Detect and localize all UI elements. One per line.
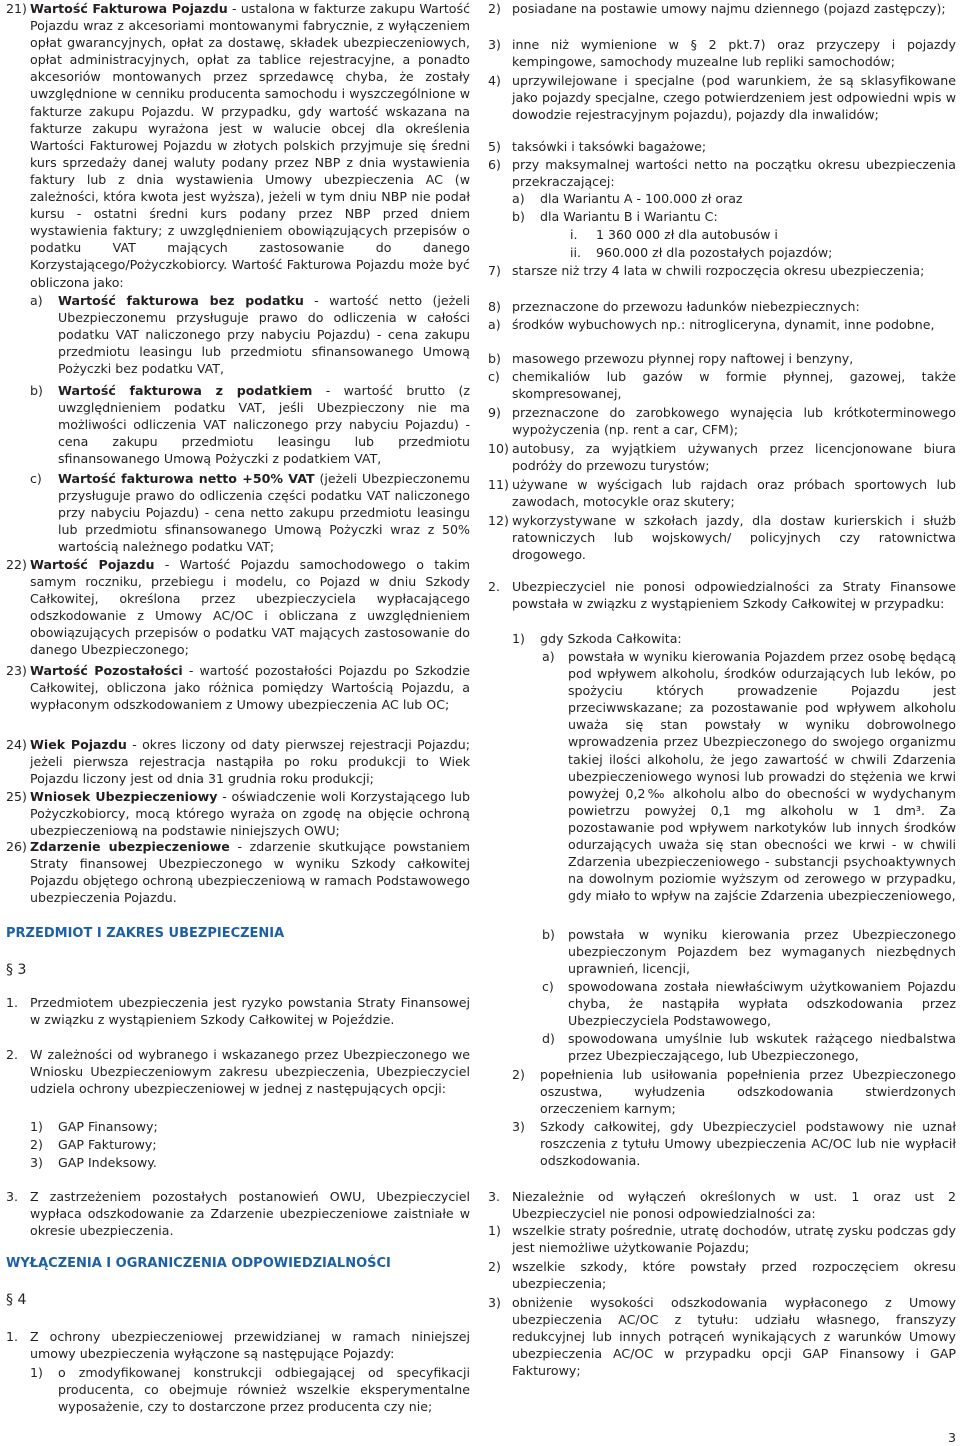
clause-4-1-1: 1) o zmodyfikowanej konstrukcji odbiegającej od specyfikacji producenta, co obejmuje również wszelkie eksperymentalne wyposażenie, czy to dostarczone przez producenta czy nie; <box>30 1365 470 1415</box>
excluded-vehicle-6b-i: i. 1 360 000 zł dla autobusów i <box>570 227 778 242</box>
definition-22: 22) Wartość Pojazdu - Wartość Pojazdu samochodowego o takim samym roczniku, przebiegu i modelu, co Pojazd w dniu Szkody Całkowitej, określona przez ubezpieczyciela wypłacającego odszkodowanie z Umowy AC/OC i obliczana z uwzględnieniem obowiązujących przepisów o podatku VAT mających zastosowanie do danego Ubezpieczonego; <box>6 557 470 658</box>
excluded-vehicle-8: 8) przeznaczone do przewozu ładunków niebezpiecznych: <box>488 299 860 314</box>
clause-4-2-1: 1) gdy Szkoda Całkowita: <box>512 631 682 646</box>
definition-25: 25) Wniosek Ubezpieczeniowy - oświadczenie woli Korzystającego lub Pożyczkobiorcy, mocą którego wyraża on zgodę na objęcie ochroną ubezpieczeniową na podstawie niniejszych OWU; <box>6 789 470 839</box>
definition-23: 23) Wartość Pozostałości - wartość pozostałości Pojazdu po Szkodzie Całkowitej, obliczona jako różnica pomiędzy Wartością Pojazdu, a wypłaconym odszkodowaniem z Umowy ubezpieczenia AC lub OC; <box>6 663 471 713</box>
definition-24: 24) Wiek Pojazdu - okres liczony od daty pierwszej rejestracji Pojazdu; jeżeli pierwsza rejestracja nastąpiła po roku produkcji to Wiek Pojazdu liczony jest od dnia 31 grudnia roku produkcji; <box>6 737 470 787</box>
excluded-vehicle-8b: b) masowego przewozu płynnej ropy naftowej i benzyny, <box>488 351 854 366</box>
definition-21c: c) Wartość fakturowa netto +50% VAT (jeżeli Ubezpieczonemu przysługuje prawo do odliczenia części podatku VAT naliczonego przy nabyciu Pojazdu) - cena netto zakupu przedmiotu leasingu lub przedmiotu sfinansowanego Umową Pożyczki wraz z 50% wartością należnego podatku VAT; <box>30 471 470 555</box>
excluded-vehicle-11: 11) używane w wyścigach lub rajdach oraz próbach sportowych lub zawodach, motocykle oraz skutery; <box>488 477 956 510</box>
excluded-vehicle-5: 5) taksówki i taksówki bagażowe; <box>488 139 707 154</box>
clause-4-3-2: 2) wszelkie szkody, które powstały przed rozpoczęciem okresu ubezpieczenia; <box>488 1259 956 1292</box>
definition-21: 21) Wartość Fakturowa Pojazdu - ustalona w fakturze zakupu Wartość Pojazdu wraz z akcesoriami montowanymi fabrycznie, z wyłączeniem opłat gwarancyjnych, opłat za dostawę, składek ubezpieczeniowych, opłat administracyjnych, opłat za tablice rejestracyjne, a ponadto akcesoriów montowanych przez sprzedawcę chyba, że zostały uwzględnione w cenniku producenta samochodu i wyszczególnione w fakturze zakupu Pojazdu. W przypadku, gdy wartość wskazana na fakturze zakupu wyrażona jest w walucie obcej dla określenia Wartości Fakturowej Pojazdu w złotych polskich przyjmuje się średni kurs sprzedaży danej waluty podany przez NBP z dnia wystawienia faktury lub z dnia wystawienia Umowy ubezpieczenia AC (w zależności, która kwota jest wyższa), jeżeli w tym dniu NBP nie podał kursu - ostatni średni kurs podany przez NBP przed dniem wystawienia faktury; z uwzględnieniem obowiązujących przepisów o podatku VAT mających zastosowanie do danego Korzystającego/Pożyczkobiorcy. Wartość Fakturowa Pojazdu może być obliczona jako: <box>6 1 470 290</box>
clause-4-2-1a: a) powstała w wyniku kierowania Pojazdem przez osobę będącą pod wpływem alkoholu, środków odurzających lub leków, po spożyciu których prowadzenie Pojazdu jest przeciwwskazane; za pozostawanie pod wpływem alkoholu uważa się stan powstały w wyniku dobrowolnego wprowadzenia przez Ubezpieczonego do swojego organizmu takiej ilości alkoholu, że jego zawartość w chwili Zdarzenia ubezpieczeniowego wynosi lub prowadzi do stężenia we krwi powyżej 0,2‰ alkoholu albo do obecności w wydychanym powietrzu powyżej 0,1 mg alkoholu w 1 dm³. Za pozostawanie pod wpływem narkotyków lub innych środków odurzających uważa się stan obecności we krwi - w chwili Zdarzenia ubezpieczeniowego - substancji psychoaktywnych na dowolnym poziomie wyższym od zerowego w przypadku, gdy miało to wpływ na zajście Zdarzenia ubezpieczeniowego, <box>542 649 956 904</box>
excluded-vehicle-12: 12) wykorzystywane w szkołach jazdy, dla dostaw kurierskich i służb ratowniczych lub wojskowych/ policyjnych czy ratownictwa drogowego. <box>488 513 956 563</box>
excluded-vehicle-4: 4) uprzywilejowane i specjalne (pod warunkiem, że są sklasyfikowane jako pojazdy specjalne, czego potwierdzeniem jest odpowiedni wpis w dowodzie rejestracyjnym pojazdu), pojazdy dla inwalidów; <box>488 73 956 123</box>
excluded-vehicle-8c: c) chemikaliów lub gazów w formie płynnej, gazowej, także skompresowanej, <box>488 369 956 402</box>
excluded-vehicle-9: 9) przeznaczone do zarobkowego wynajęcia lub krótkoterminowego wypożyczenia (np. rent a car, CFM); <box>488 405 956 438</box>
excluded-vehicle-6b: b) dla Wariantu B i Wariantu C: <box>512 209 718 224</box>
definition-21a: a) Wartość fakturowa bez podatku - wartość netto (jeżeli Ubezpieczonemu przysługuje prawo do odliczenia w całości podatku VAT naliczonego przy nabyciu Pojazdu) - cena zakupu przedmiotu leasingu lub przedmiotu sfinansowanego Umową Pożyczki bez podatku VAT, <box>30 293 470 377</box>
clause-3-3: 3. Z zastrzeżeniem pozostałych postanowień OWU, Ubezpieczyciel wypłaca odszkodowanie za Zdarzenie ubezpieczeniowe zaistniałe w okresie ubezpieczenia. <box>6 1189 470 1239</box>
excluded-vehicle-6a: a) dla Wariantu A - 100.000 zł oraz <box>512 191 743 206</box>
clause-4-2-1d: d) spowodowana umyślnie lub wskutek rażącego niedbalstwa przez Ubezpieczającego, lub Ubezpieczonego, <box>542 1031 956 1064</box>
option-1: 1) GAP Finansowy; <box>30 1119 158 1134</box>
clause-4-3: 3. Niezależnie od wyłączeń określonych w ust. 1 oraz ust 2 Ubezpieczyciel nie ponosi odpowiedzialności za: <box>488 1189 956 1222</box>
clause-4-1: 1. Z ochrony ubezpieczeniowej przewidzianej w ramach niniejszej umowy ubezpieczenia wyłączone są następujące Pojazdy: <box>6 1329 470 1362</box>
definition-21b: b) Wartość fakturowa z podatkiem - wartość brutto (z uwzględnieniem podatku VAT, jeśli Ubezpieczony nie ma możliwości odliczenia VAT naliczonego przy nabyciu Pojazdu) - cena zakupu przedmiotu leasingu lub przedmiotu sfinansowanego Umową Pożyczki z podatkiem VAT, <box>30 383 470 467</box>
excluded-vehicle-2: 2) posiadane na postawie umowy najmu dziennego (pojazd zastępczy); <box>488 1 946 16</box>
option-2: 2) GAP Fakturowy; <box>30 1137 157 1152</box>
excluded-vehicle-8a: a) środków wybuchowych np.: nitrogliceryna, dynamit, inne podobne, <box>488 317 935 332</box>
option-3: 3) GAP Indeksowy. <box>30 1155 157 1170</box>
clause-4-3-1: 1) wszelkie straty pośrednie, utratę dochodów, utratę zysku podczas gdy jest niemożliwe użytkowanie Pojazdu; <box>488 1223 956 1256</box>
clause-4-3-3: 3) obniżenie wysokości odszkodowania wypłaconego z Umowy ubezpieczenia AC/OC z tytułu: udziału własnego, franszyzy redukcyjnej lub innych potrąceń wynikających z warunków Umowy ubezpieczenia AC/OC w przypadku opcji GAP Finansowy i GAP Fakturowy; <box>488 1295 956 1379</box>
excluded-vehicle-3: 3) inne niż wymienione w § 2 pkt.7) oraz przyczepy i pojazdy kempingowe, samochody muzealne lub repliki samochodów; <box>488 37 956 70</box>
excluded-vehicle-10: 10) autobusy, za wyjątkiem używanych przez licencjonowane biura podróży do przewozu turystów; <box>488 441 956 474</box>
clause-3-2: 2. W zależności od wybranego i wskazanego przez Ubezpieczonego we Wniosku Ubezpieczeniowym zakresu ubezpieczenia, Ubezpieczyciel udziela ochrony ubezpieczeniowej w jednej z następujących opcji: <box>6 1047 470 1097</box>
definition-26: 26) Zdarzenie ubezpieczeniowe - zdarzenie skutkujące powstaniem Straty finansowej Ubezpieczonego w wyniku Szkody całkowitej Pojazdu objętego ochroną ubezpieczeniową w ramach Podstawowego ubezpieczenia Pojazdu. <box>6 839 470 906</box>
paragraph-symbol-3: § 3 <box>6 962 27 978</box>
clause-3-1: 1. Przedmiotem ubezpieczenia jest ryzyko powstania Straty Finansowej w związku z wystąpieniem Szkody Całkowitej w Pojeździe. <box>6 995 470 1028</box>
excluded-vehicle-7: 7) starsze niż trzy 4 lata w chwili rozpoczęcia okresu ubezpieczenia; <box>488 263 925 278</box>
section-heading-scope: PRZEDMIOT I ZAKRES UBEZPIECZENIA <box>6 926 285 941</box>
section-heading-exclusions: WYŁĄCZENIA I OGRANICZENIA ODPOWIEDZIALNOŚCI <box>6 1256 391 1271</box>
page-number: 3 <box>947 1430 956 1445</box>
clause-4-2-2: 2) popełnienia lub usiłowania popełnienia przez Ubezpieczonego oszustwa, wyłudzenia odszkodowania stwierdzonych orzeczeniem karnym; <box>512 1067 956 1117</box>
clause-4-2-1c: c) spowodowana została niewłaściwym użytkowaniem Pojazdu chyba, że nastąpiła wypłata odszkodowania przez Ubezpieczyciela Podstawowego, <box>542 979 956 1029</box>
paragraph-symbol-4: § 4 <box>6 1292 27 1308</box>
excluded-vehicle-6b-ii: ii. 960.000 zł dla pozostałych pojazdów; <box>570 245 833 260</box>
excluded-vehicle-6: 6) przy maksymalnej wartości netto na początku okresu ubezpieczenia przekraczającej: <box>488 157 956 190</box>
clause-4-2: 2. Ubezpieczyciel nie ponosi odpowiedzialności za Straty Finansowe powstała w związku z wystąpieniem Szkody Całkowitej w przypadku: <box>488 579 956 612</box>
clause-4-2-3: 3) Szkody całkowitej, gdy Ubezpieczyciel podstawowy nie uznał roszczenia z tytułu Umowy ubezpieczenia AC/OC lub nie wypłacił odszkodowania. <box>512 1119 956 1169</box>
clause-4-2-1b: b) powstała w wyniku kierowania przez Ubezpieczonego ubezpieczonym Pojazdem bez wymaganych niezbędnych uprawnień, licencji, <box>542 927 956 977</box>
